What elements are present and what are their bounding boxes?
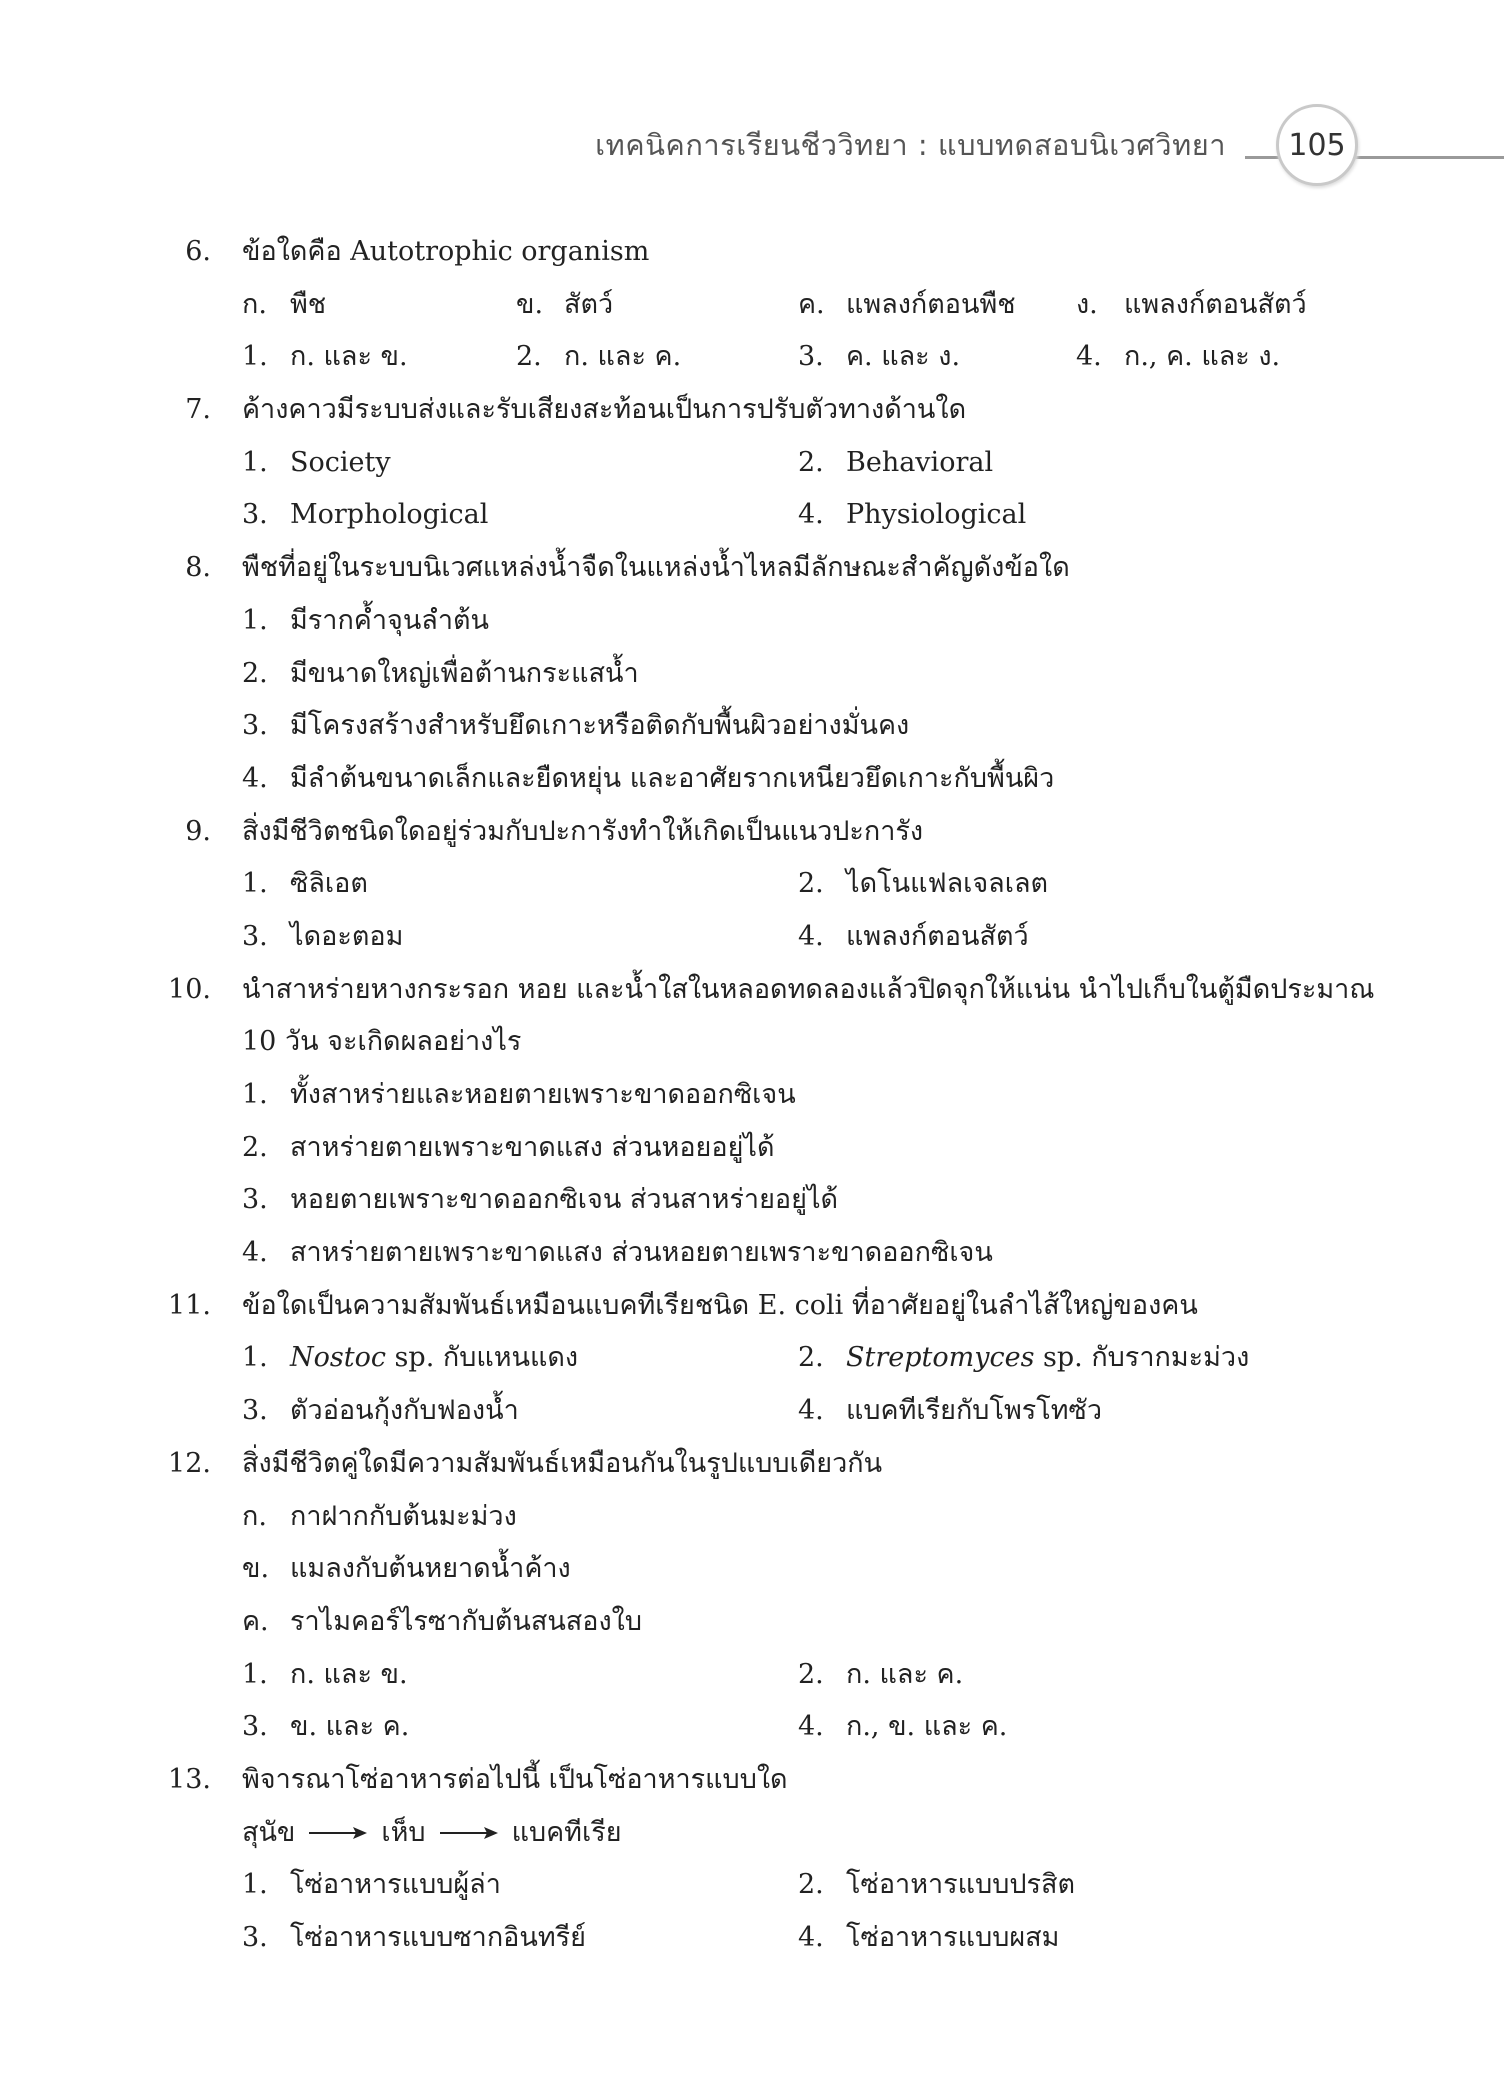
option-row: 2. สาหร่ายตายเพราะขาดแสง ส่วนหอยอยู่ได้ xyxy=(242,1131,775,1163)
sub-item-row: ก. กาฝากกับต้นมะม่วง xyxy=(242,1500,517,1532)
option-row: 1. Nostoc sp. กับแหนแดง 2. Streptomyces sp. กับรากมะม่วง xyxy=(242,1342,1250,1374)
question-text: สิ่งมีชีวิตคู่ใดมีความสัมพันธ์เหมือนกันในรูปแบบเดียวกัน xyxy=(242,1447,883,1479)
option-row: 2. มีขนาดใหญ่เพื่อต้านกระแสน้ำ xyxy=(242,657,639,689)
chain-organism: เห็บ xyxy=(381,1816,426,1848)
option-row: 3. มีโครงสร้างสำหรับยึดเกาะหรือติดกับพื้นผิวอย่างมั่นคง xyxy=(242,710,910,742)
option-row: 3. หอยตายเพราะขาดออกซิเจน ส่วนสาหร่ายอยู่ได้ xyxy=(242,1184,839,1216)
question-number: 8. xyxy=(185,552,211,584)
question-7 xyxy=(0,384,1504,437)
option-row: 4. มีลำต้นขนาดเล็กและยืดหยุ่น และอาศัยรากเหนียวยึดเกาะกับพื้นผิว xyxy=(242,762,1055,794)
question-text: พืชที่อยู่ในระบบนิเวศแหล่งน้ำจืดในแหล่งน้ำไหลมีลักษณะสำคัญดังข้อใด xyxy=(242,552,1070,584)
question-number: 12. xyxy=(168,1447,211,1479)
option-row: 3. Morphological 4. Physiological xyxy=(242,499,1027,531)
option-row: 4. สาหร่ายตายเพราะขาดแสง ส่วนหอยตายเพราะขาดออกซิเจน xyxy=(242,1237,993,1269)
question-11 xyxy=(0,1280,1504,1333)
question-9 xyxy=(0,806,1504,859)
question-13 xyxy=(0,1754,1504,1807)
question-text: ข้อใดเป็นความสัมพันธ์เหมือนแบคทีเรียชนิด E. coli ที่อาศัยอยู่ในลำไส้ใหญ่ของคน xyxy=(242,1289,1198,1321)
option-row: 1. ก. และ ข. 2. ก. และ ค. xyxy=(242,1658,964,1690)
option-row: 1. โซ่อาหารแบบผู้ล่า 2. โซ่อาหารแบบปรสิต xyxy=(242,1869,1075,1901)
option-row: 3. ไดอะตอม 4. แพลงก์ตอนสัตว์ xyxy=(242,920,1029,952)
option-row: 1. ทั้งสาหร่ายและหอยตายเพราะขาดออกซิเจน xyxy=(242,1079,796,1110)
option-row: 1. ซิลิเอต 2. ไดโนแฟลเจลเลต xyxy=(242,868,1049,900)
food-chain-row xyxy=(0,1807,1504,1860)
sub-item-row: ก. พืช ข. สัตว์ ค. แพลงก์ตอนพืช ง. แพลงก์ตอนสัตว์ xyxy=(242,288,1307,320)
chain-organism: แบคทีเรีย xyxy=(511,1816,622,1848)
sub-item-row: ค. ราไมคอร์ไรซากับต้นสนสองใบ xyxy=(242,1605,643,1637)
question-number: 7. xyxy=(185,394,211,426)
question-text: สิ่งมีชีวิตชนิดใดอยู่ร่วมกับปะการังทำให้เกิดเป็นแนวปะการัง xyxy=(242,815,924,847)
arrow-right-icon xyxy=(438,1823,500,1843)
option-row: 1. มีรากค้ำจุนลำต้น xyxy=(242,604,490,636)
question-number: 6. xyxy=(185,236,211,267)
option-row: 1. Society 2. Behavioral xyxy=(242,446,994,478)
option-row: 3. โซ่อาหารแบบซากอินทรีย์ 4. โซ่อาหารแบบผสม xyxy=(242,1922,1060,1953)
chain-organism: สุนัข xyxy=(242,1816,296,1848)
option-row: 3. ข. และ ค. 4. ก., ข. และ ค. xyxy=(242,1711,1008,1743)
question-8 xyxy=(0,542,1504,595)
question-text: นำสาหร่ายหางกระรอก หอย และน้ำใสในหลอดทดลองแล้วปิดจุกให้แน่น นำไปเก็บในตู้มืดประมาณ xyxy=(242,973,1375,1005)
page-header xyxy=(0,104,1504,184)
question-text: ข้อใดคือ Autotrophic organism xyxy=(242,236,650,267)
question-12 xyxy=(0,1438,1504,1491)
food-chain xyxy=(242,1807,622,1860)
question-list xyxy=(0,226,1504,1965)
question-text-continued: 10 วัน จะเกิดผลอย่างไร xyxy=(242,1026,522,1058)
question-number: 11. xyxy=(168,1289,211,1321)
question-number: 10. xyxy=(168,973,211,1005)
arrow-right-icon xyxy=(307,1823,369,1843)
question-text: พิจารณาโซ่อาหารต่อไปนี้ เป็นโซ่อาหารแบบใด xyxy=(242,1763,788,1795)
sub-item-row: ข. แมลงกับต้นหยาดน้ำค้าง xyxy=(242,1553,571,1585)
question-number: 9. xyxy=(185,815,211,847)
option-row: 1. ก. และ ข. 2. ก. และ ค. 3. ค. และ ง. 4. ก., ค. และ ง. xyxy=(242,341,1281,373)
question-10 xyxy=(0,964,1504,1017)
header-title: เทคนิคการเรียนชีววิทยา : แบบทดสอบนิเวศวิทยา xyxy=(595,128,1226,162)
option-row: 3. ตัวอ่อนกุ้งกับฟองน้ำ 4. แบคทีเรียกับโพรโทซัว xyxy=(242,1395,1103,1427)
question-text: ค้างคาวมีระบบส่งและรับเสียงสะท้อนเป็นการปรับตัวทางด้านใด xyxy=(242,394,967,426)
page-number: 105 xyxy=(1276,104,1358,186)
question-number: 13. xyxy=(168,1763,211,1795)
question-6 xyxy=(0,226,1504,279)
